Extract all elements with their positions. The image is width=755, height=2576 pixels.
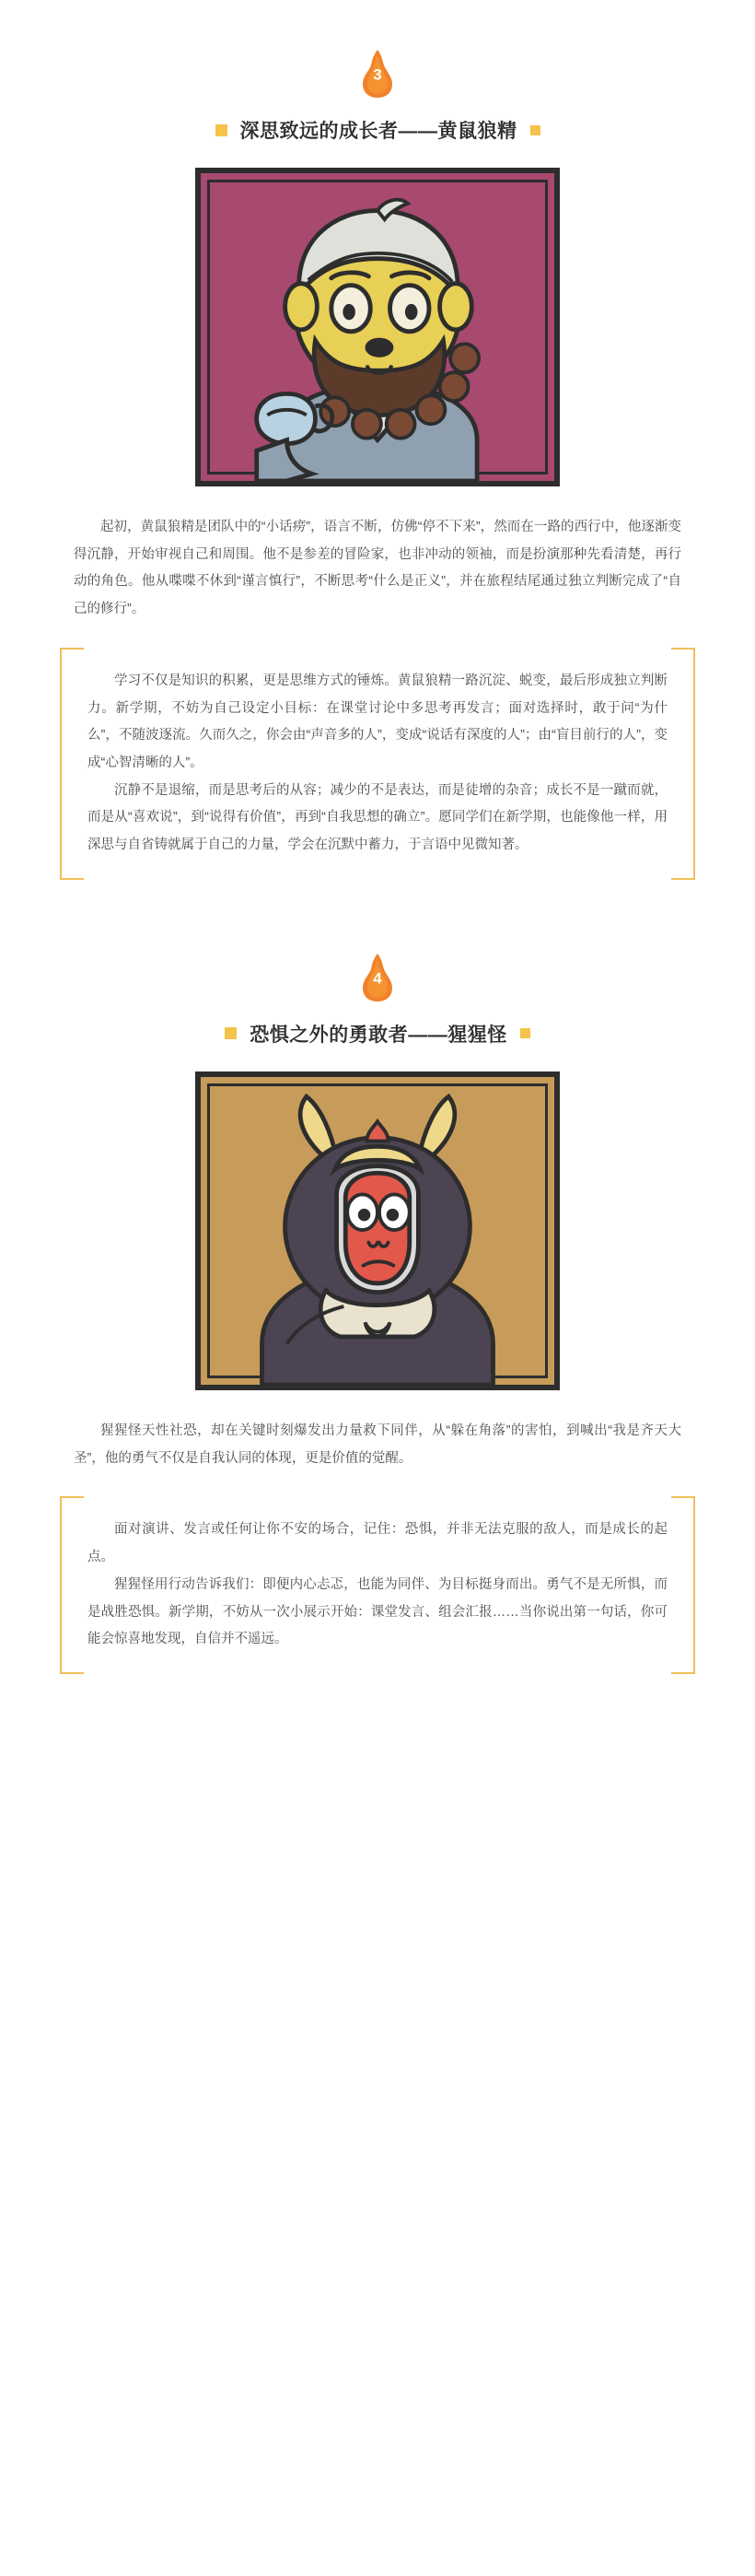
- illustration-wrap-3: [0, 168, 755, 486]
- section-number: 3: [373, 65, 382, 84]
- weasel-spirit-portrait: [195, 168, 560, 486]
- note-content: [87, 668, 668, 860]
- bullet-square-left: [225, 1027, 237, 1039]
- section-spacer: [0, 880, 755, 952]
- section-heading-3: [0, 116, 755, 144]
- bullet-square-right: [530, 125, 540, 135]
- top-spacer: [0, 0, 755, 48]
- section-title: 恐惧之外的勇敢者——猩猩怪: [250, 1024, 507, 1046]
- paragraph: 猩猩怪天性社恐，却在关键时刻爆发出力量救下同伴，从“躲在角落”的害怕，到喊出“我是齐天大圣”，他的勇气不仅是自我认同的体现，更是价值的觉醒。: [74, 1423, 681, 1466]
- section-badge-3: [0, 48, 755, 100]
- note-paragraph: 沉静不是退缩，而是思考后的从容；减少的不是表达，而是徒增的杂音；成长不是一蹴而就，而是从“喜欢说”，到“说得有价值”，再到“自我思想的确立”。愿同学们在新学期，也能像他一样，用深思与自省铸就属于自己的力量，学会在沉默中蓄力，于言语中见微知著。: [87, 782, 668, 853]
- note-paragraph: 学习不仅是知识的积累，更是思维方式的锤炼。黄鼠狼精一路沉淀、蜕变，最后形成独立判断力。新学期，不妨为自己设定小目标：在课堂讨论中多思考再发言；面对选择时，敢于问“为什么”，不随波逐流。久而久之，你会由“声音多的人”，变成“说话有深度的人”；由“盲目前行的人”，变成“心智清晰的人”。: [87, 673, 668, 771]
- flame-icon: [357, 952, 398, 1003]
- section-heading-4: [0, 1020, 755, 1048]
- bullet-square-right: [520, 1028, 530, 1038]
- flame-icon: [357, 48, 398, 100]
- bullet-square-left: [215, 124, 227, 136]
- section-number: 4: [373, 969, 382, 988]
- note-paragraph: 猩猩怪用行动告诉我们：即便内心忐忑，也能为同伴、为目标挺身而出。勇气不是无所惧，而是战胜恐惧。新学期，不妨从一次小展示开始：课堂发言、组会汇报……当你说出第一句话，你可能会惊喜地发现，自信并不遥远。: [87, 1576, 668, 1647]
- section-body-3: [74, 514, 681, 624]
- note-box-4: [60, 1496, 695, 1674]
- note-content: [87, 1516, 668, 1654]
- paragraph: 起初，黄鼠狼精是团队中的“小话痨”，语言不断，仿佛“停不下来”，然而在一路的西行中，他逐渐变得沉静，开始审视自己和周围。他不是参差的冒险家，也非冲动的领袖，而是扮演那种先看清楚，再行动的角色。他从喋喋不休到“谨言慎行”，不断思考“什么是正义”，并在旅程结尾通过独立判断完成了“自己的修行”。: [74, 520, 681, 617]
- illustration-wrap-4: [0, 1071, 755, 1390]
- section-title: 深思致远的成长者——黄鼠狼精: [239, 121, 517, 142]
- section-body-4: [74, 1418, 681, 1472]
- note-paragraph: 面对演讲、发言或任何让你不安的场合，记住：恐惧，并非无法克服的敌人，而是成长的起点。: [87, 1522, 668, 1565]
- note-box-3: [60, 648, 695, 880]
- section-badge-4: [0, 952, 755, 1003]
- monkey-monster-portrait: [195, 1071, 560, 1390]
